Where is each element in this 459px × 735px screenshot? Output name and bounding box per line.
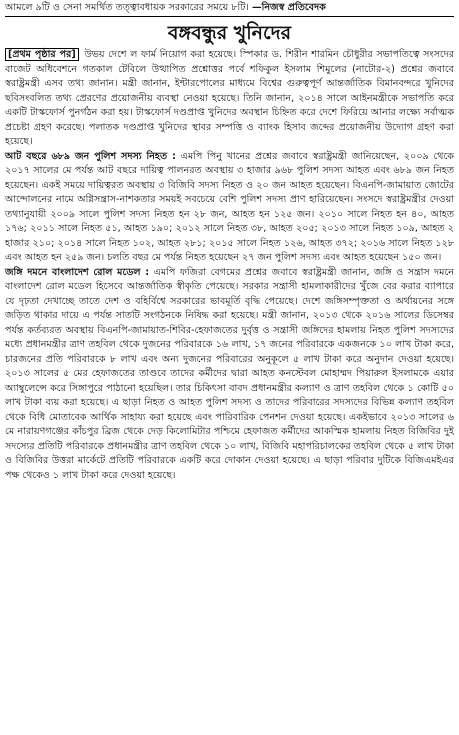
subhead-militancy-model: জঙ্গি দমনে বাংলাদেশ রোল মডেল : [5, 266, 150, 278]
previous-article-text: আমলে ৯টি ও সেনা সমর্থিত তত্ত্বাবধায়ক সরকারের সময়ে ৮টি। [5, 2, 249, 13]
continued-from-label: [প্রথম পৃষ্ঠার পর] [5, 48, 79, 61]
paragraph-text: উভয় দেশে ল ফার্ম নিয়োগ করা হয়েছে। স্পিকার ড. শিরীন শারমিন চৌধুরীর সভাপতিত্বে সংসদের বাজেট অধিবেশনে গতকাল টেবিলে উত্থাপিত প্রশ্নোত্তর পর্বে শফিকুল ইসলাম শিমুলের (নাটোর-২) প্রশ্নের জবাবে স্বরাষ্ট্রমন্ত্রী এসব তথ্য জানান। মন্ত্রী জানান, ইন্টারপোলের মাধ্যমে বিশ্বের গুরুত্বপূর্ণ আন্তর্জাতিক বিমানবন্দরে খুনিদের ছবিসংবলিত তথ্য প্রেরণের প্রয়োজনীয় ব্যবস্থা নেওয়া হয়েছে। তিনি জানান, ২০১৪ সালে আইনমন্ত্রীকে সভাপতি করে একটি টাস্কফোর্স পুনর্গঠন করা হয়। টাস্কফোর্স দণ্ডপ্রাপ্ত খুনিদের অবস্থান চিহ্নিত করে দেশে ফিরিয়ে আনার লক্ষ্যে সর্বাত্মক প্রচেষ্টা গ্রহণ করেছে। পলাতক দণ্ডপ্রাপ্ত খুনিদের স্থাবর সম্পত্তি ও ব্যাংক হিসাব জব্দের প্রয়োজনীয় উদ্যোগ গ্রহণ করা হয়েছে। [5, 49, 455, 147]
article-paragraph-militancy-model [5, 266, 454, 484]
subhead-police-casualties: আট বছরে ৬৮৯ জন পুলিশ সদস্য নিহত : [5, 150, 176, 162]
previous-article-tail [5, 0, 454, 17]
reporter-credit: —নিজস্ব প্রতিবেদক [251, 2, 326, 13]
article-paragraph-police-casualties [5, 150, 454, 266]
article-headline: বঙ্গবন্ধুর খুনিদের [167, 22, 292, 44]
paragraph-text: এমপি ফজিরা বেগমের প্রশ্নের জবাবে স্বরাষ্ট্রমন্ত্রী জানান, জঙ্গি ও সন্ত্রাস দমনে বাংলাদেশ রোল মডেল হিসেবে আন্তর্জাতিক স্বীকৃতি পেয়েছে। সরকার সন্ত্রাসী হামলাকারীদের খুঁজে বের করার ব্যাপারে যে দৃঢ়তা দেখাচ্ছে তাতে দেশ ও বহির্বিশ্বে সরকারের ভাবমূর্তি বৃদ্ধি পেয়েছে। দেশে জঙ্গিসম্পৃক্ততা ও অর্থায়নের সঙ্গে জড়িত থাকার দায়ে এ পর্যন্ত সাতটি সংগঠনকে নিষিদ্ধ করা হয়েছে। মন্ত্রী জানান, ২০১৩ থেকে ২০১৬ সালের ডিসেম্বর পর্যন্ত কর্তব্যরত অবস্থায় বিএনপি-জামায়াত-শিবির-হেফাজতের দুর্বৃত্ত ও সন্ত্রাসী জঙ্গিদের হামলায় নিহত পুলিশ সদস্যদের মধ্যে প্রধানমন্ত্রীর ত্রাণ তহবিল থেকে দুজনের পরিবারকে ১৬ লাখ, ১৭ জনের পরিবারকে একজনকে ১০ লাখ টাকা করে, চারজনের প্রতি পরিবারকে ৮ লাখ এবং অন্য দুজনের পরিবারের অনুকূলে ৫ লাখ টাকা করে অনুদান দেওয়া হয়েছে। ২০১৩ সালের ৫ মের হেফাজতের তাণ্ডবে তাদের কর্মীদের দ্বারা আহত কনস্টেবল মোহাম্মদ পিয়ারুল ইসলামকে এয়ার অ্যাম্বুলেন্সে করে সিঙ্গাপুরে পাঠানো হয়েছিল। তার চিকিৎসা বাবদ প্রধানমন্ত্রীর কল্যাণ ও ত্রাণ তহবিল থেকে ১ কোটি ৫০ লাখ টাকা ব্যয় করা হয়েছে। এ ছাড়া নিহত ও আহত পুলিশ সদস্য ও তাদের পরিবারের সদস্যদের বিভিন্ন কল্যাণ তহবিল থেকে বিধি মোতাবেক আর্থিক সাহায্য করা হয়েছে এবং পারিবারিক পেনশন দেওয়া হয়েছে। একইভাবে ২০১৩ সালের ৬ মে নারায়ণগঞ্জের কাঁচপুর ব্রিজ থেকে দেড় কিলোমিটার পশ্চিমে হেফাজত কর্মীদের আকস্মিক হামলায় নিহত বিজিবির দুই সদস্যের প্রতিটি পরিবারকে প্রধানমন্ত্রীর ত্রাণ তহবিল থেকে ১০ লাখ, বিজিবি মহাপরিচালকের তহবিল থেকে ৫ লাখ টাকা ও বিজিবির উত্তরা মার্কেটে প্রতিটি পরিবারকে একটি করে দোকান দেওয়া হয়েছে। এ ছাড়া পরিবার দুটিকে বিজিএমইএর পক্ষ থেকেও ১ লাখ টাকা করে দেওয়া হয়েছে। [5, 266, 455, 481]
paragraph-text: এমপি পিনু খানের প্রশ্নের জবাবে স্বরাষ্ট্রমন্ত্রী জানিয়েছেন, ২০০৯ থেকে ২০১৭ সালের মে পর্যন্ত আট বছরে দায়িত্ব পালনরত অবস্থায় ৩ হাজার ৯৬৮ পুলিশ সদস্য আহত এবং ৬৮৯ জন নিহত হয়েছেন। একই সময়ে দায়িত্বরত অবস্থায় ৩ বিজিবি সদস্য নিহত ও ২০ জন আহত হয়েছেন। বিএনপি-জামায়াত জোটের আন্দোলনের নামে অগ্নিসন্ত্রাস-নাশকতার সময়ই সবচেয়ে বেশি পুলিশ সদস্য প্রাণ হারিয়েছেন। সংসদে স্বরাষ্ট্রমন্ত্রীর দেওয়া তথ্যানুযায়ী ২০০৯ সালে পুলিশ সদস্য নিহত হন ২৮ জন, আহত হন ১২৫ জন। ২০১০ সালে নিহত হন ৪০, আহত ১৭৬; ২০১১ সালে নিহত ৫১, আহত ১৯০; ২০১২ সালে নিহত ৩৮, আহত ২০৫; ২০১৩ সালে নিহত ১০৯, আহত ২ হাজার ২১০; ২০১৪ সালে নিহত ১০২, আহত ২৮১; ২০১৫ সালে নিহত ১২৬, আহত ৩৭২; ২০১৬ সালে নিহত ১২৮ এবং আহত হন ২৫৯ জন। চলতি বছর মে পর্যন্ত নিহত হয়েছেন ২৭ জন পুলিশ সদস্য এবং আহত হয়েছেন ১৫০ জন। [5, 150, 454, 263]
article-paragraph-intro [5, 48, 454, 150]
